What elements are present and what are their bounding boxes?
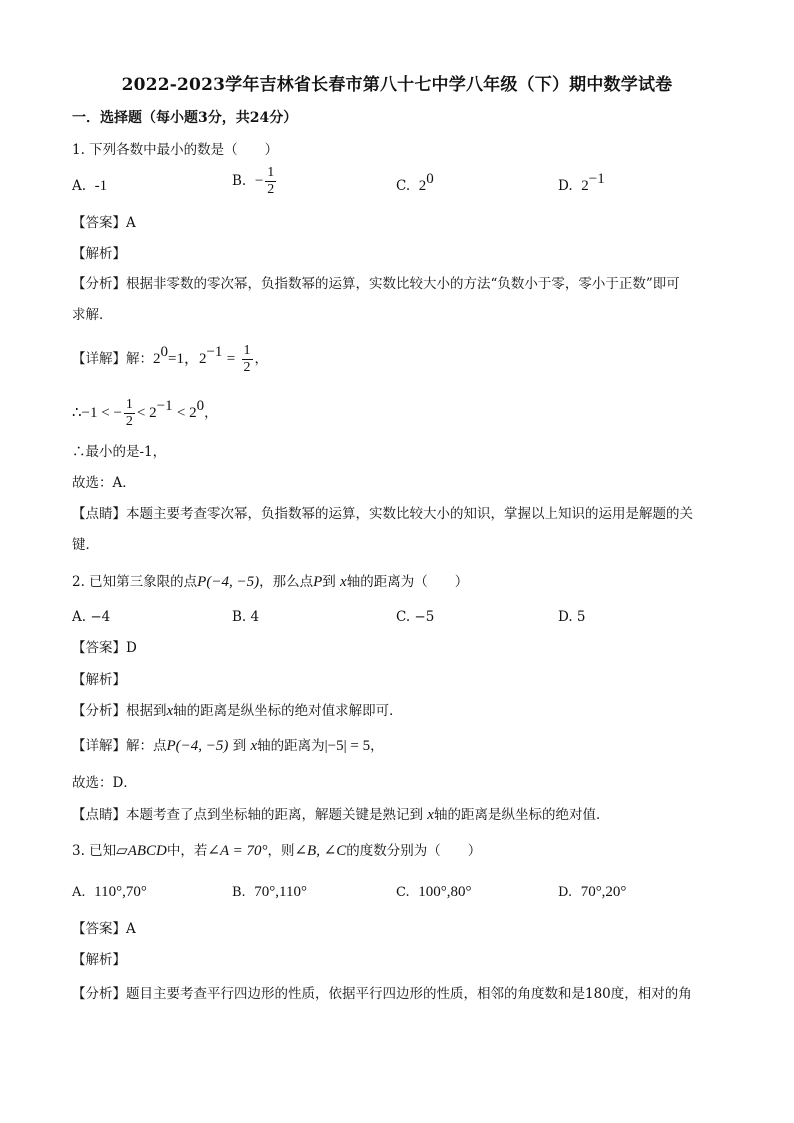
- q3-option-d: D. 70°,20°: [558, 884, 627, 900]
- q1-analysis-line1: 【分析】根据非零数的零次幂，负指数幂的运算，实数比较大小的方法“负数小于零，零小于正数”即可: [72, 276, 680, 292]
- q2-option-a: A. −4: [72, 609, 111, 625]
- q2-choose: 故选：D．: [72, 775, 137, 791]
- q3-option-b: B. 70°,110°: [232, 884, 307, 900]
- q2-stem: 2. 已知第三象限的点P(−4, −5)，那么点P到 x轴的距离为（ ）: [72, 574, 469, 590]
- q1-answer: 【答案】A: [72, 215, 136, 231]
- q3-analysis: 【分析】题目主要考查平行四边形的性质，依据平行四边形的性质，相邻的角度数和是180度，相对的角: [72, 986, 692, 1002]
- q3-analysis-label: 【解析】: [72, 952, 126, 968]
- q1-stem: 1. 下列各数中最小的数是（ ）: [72, 142, 279, 158]
- q1-choose: 故选：A．: [72, 475, 136, 491]
- q1-detail: 【详解】解：$2^0=1$，$2^{-1}$ = $\frac{1}{2}$ ，: [72, 343, 268, 375]
- q2-comment: 【点睛】本题考查了点到坐标轴的距离，解题关键是熟记到 x轴的距离是纵坐标的绝对值．: [72, 807, 610, 823]
- q1-inequality-chain: ∴−1 < − $\frac{1}{2}$ < $2^{-1} < 2^0$，: [72, 397, 218, 429]
- q3-answer: 【答案】A: [72, 921, 136, 937]
- q2-analysis-label: 【解析】: [72, 672, 126, 688]
- q2-option-b: B. 4: [232, 609, 260, 625]
- q3-option-a: A. 110°,70°: [72, 884, 147, 900]
- exam-title: 2022-2023学年吉林省长春市第八十七中学八年级（下）期中数学试卷: [121, 75, 673, 95]
- q1-option-c: C. $2^0$: [396, 171, 434, 194]
- q2-option-c: C. −5: [396, 609, 435, 625]
- q1-option-d: D. $2^{-1}$: [558, 171, 605, 194]
- q1-analysis-line2: 求解．: [72, 307, 113, 323]
- q2-detail: 【详解】解：点P(−4, −5) 到 x轴的距离为|−5| = 5，: [72, 738, 384, 754]
- q3-option-c: C. 100°,80°: [396, 884, 472, 900]
- q2-analysis: 【分析】根据到x轴的距离是纵坐标的绝对值求解即可．: [72, 703, 403, 719]
- q1-option-a: A. -1: [72, 178, 108, 194]
- q1-min-line: ∴最小的是-1，: [72, 444, 167, 460]
- q1-analysis-label: 【解析】: [72, 246, 126, 262]
- section-heading: 一．选择题（每小题3分，共24分）: [72, 110, 298, 126]
- q2-answer: 【答案】D: [72, 640, 137, 656]
- q1-comment-line1: 【点睛】本题主要考查零次幂，负指数幂的运算，实数比较大小的知识，掌握以上知识的运用是解题的关: [72, 506, 693, 522]
- q1-comment-line2: 键．: [72, 537, 99, 553]
- q2-option-d: D. 5: [558, 609, 586, 625]
- q3-stem: 3. 已知▱ABCD中，若∠A = 70°，则∠B, ∠C的度数分别为（ ）: [72, 843, 482, 859]
- q1-option-b: B. − $\frac{1}{2}$: [232, 165, 275, 197]
